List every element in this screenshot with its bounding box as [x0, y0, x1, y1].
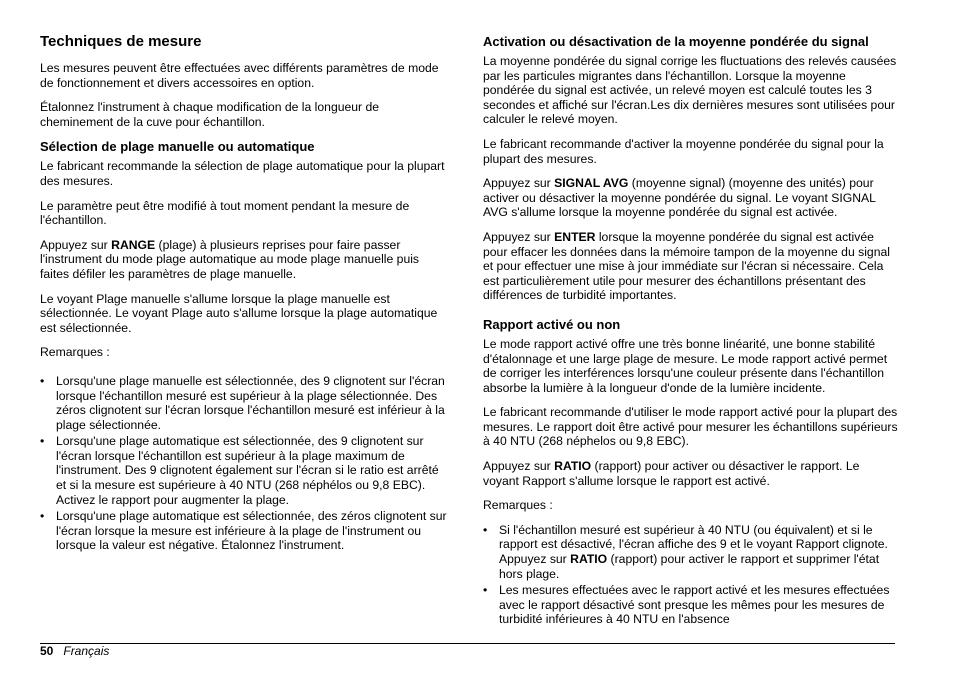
intro-paragraph: Étalonnez l'instrument à chaque modification de la longueur de cheminement de la cuve pour échantillon.	[40, 100, 380, 129]
signal-avg-paragraph: Le fabricant recommande d'activer la moyenne pondérée du signal pour la plupart des mesures.	[483, 136, 884, 166]
footer-divider	[40, 643, 895, 644]
list-item: • Lorsqu'une plage manuelle est sélectionnée, des 9 clignotent sur l'écran lorsque l'échantillon mesuré est supérieur à la plage sélectionnée. Des zéros clignotent sur l'écran lorsque l'échantillon mesuré est inférieur à la plage sélectionnée.	[40, 374, 450, 432]
left-column	[40, 30, 450, 555]
range-key: RANGE	[111, 237, 156, 252]
remarks-list	[40, 374, 450, 553]
range-paragraph: Le fabricant recommande la sélection de plage automatique pour la plupart des mesures.	[40, 159, 445, 188]
page-number: 50	[40, 644, 54, 658]
section-title: Techniques de mesure	[40, 33, 202, 50]
ratio-heading: Rapport activé ou non	[483, 316, 621, 332]
signal-avg-key: SIGNAL AVG	[554, 176, 629, 191]
ratio-key: RATIO	[570, 552, 608, 567]
list-item: • Les mesures effectuées avec le rapport activé et les mesures effectuées avec le rapport désactivé sont presque les mêmes pour les mesures de turbidité inférieures à 40 NTU en l'absence	[483, 583, 898, 627]
list-item: • Lorsqu'une plage automatique est sélectionnée, des 9 clignotent sur l'écran lorsque l'échantillon est supérieur à la plage maximum de l'instrument. Des 9 clignotent également sur l'écran si le ratio est arrêté et si la mesure est supérieure à 40 NTU (268 néphélos ou 9,8 EBC). Activez le rapport pour augmenter la plage.	[40, 434, 450, 507]
list-item: • Lorsqu'une plage automatique est sélectionnée, des zéros clignotent sur l'écran lorsque la mesure est inférieure à la plage de l'instrument ou lorsque la valeur est négative. Étalonnez l'instrument.	[40, 509, 450, 553]
range-paragraph: Appuyez sur RANGE (plage) à plusieurs reprises pour faire passer l'instrument du mode plage automatique au mode plage manuelle puis faites défiler les paramètres de plage manuelle.	[40, 237, 420, 281]
remarks-label: Remarques :	[40, 345, 110, 360]
remarks-list	[483, 523, 898, 627]
page-footer	[40, 644, 109, 659]
range-heading: Sélection de plage manuelle ou automatique	[40, 139, 315, 155]
ratio-key: RATIO	[554, 459, 592, 474]
right-column	[483, 30, 898, 629]
ratio-paragraph: Le fabricant recommande d'utiliser le mode rapport activé pour la plupart des mesures. Le rapport doit être activé pour mesurer les échantillons supérieurs à 40 NTU (268 néphelos ou 9,8 EBC).	[483, 405, 898, 449]
ratio-paragraph: Le mode rapport activé offre une très bonne linéarité, une bonne stabilité d'étalonnage et une large plage de mesure. Le mode rapport activé permet de corriger les interférences lorsqu'une couleur présente dans l'échantillon absorbe la lumière à la longueur d'onde de la lumière incidente.	[483, 336, 888, 395]
ratio-paragraph: Appuyez sur RATIO (rapport) pour activer ou désactiver le rapport. Le voyant Rapport s'allume lorsque le rapport est activé.	[483, 459, 860, 488]
signal-avg-paragraph: Appuyez sur ENTER lorsque la moyenne pondérée du signal est activée pour effacer les données dans la mémoire tampon de la moyenne du signal et pour effectuer une mise à jour immédiate sur l'écran si nécessaire. Cela est particulièrement utile pour mesurer des échantillons présentant des différences de turbidité importantes.	[483, 229, 890, 303]
signal-avg-heading: Activation ou désactivation de la moyenne pondérée du signal	[483, 34, 869, 49]
remarks-label: Remarques :	[483, 498, 553, 513]
range-paragraph: Le voyant Plage manuelle s'allume lorsque la plage manuelle est sélectionnée. Le voyant Plage auto s'allume lorsque la plage automatique est sélectionnée.	[40, 291, 438, 335]
intro-paragraph: Les mesures peuvent être effectuées avec différents paramètres de mode de fonctionnement et divers accessoires en option.	[40, 61, 439, 90]
signal-avg-paragraph: Appuyez sur SIGNAL AVG (moyenne signal) (moyenne des unités) pour activer ou désactiver la moyenne pondérée du signal. Le voyant SIGNAL AVG s'allume lorsque la moyenne pondérée du signal est activée.	[483, 176, 876, 220]
range-paragraph: Le paramètre peut être modifié à tout moment pendant la mesure de l'échantillon.	[40, 198, 410, 228]
enter-key: ENTER	[554, 229, 596, 244]
list-item: • Si l'échantillon mesuré est supérieur à 40 NTU (ou équivalent) et si le rapport est désactivé, l'écran affiche des 9 et le voyant Rapport clignote. Appuyez sur RATIO (rapport) pour activer le rapport et supprimer l'état hors plage.	[483, 523, 898, 581]
footer-language: Français	[63, 644, 110, 658]
signal-avg-paragraph: La moyenne pondérée du signal corrige les fluctuations des relevés causées par les particules migrantes dans l'échantillon. Lorsque la moyenne pondérée du signal est activée, un relevé moyen est calculé toutes les 3 secondes et affiché sur l'écran.Les dix dernières mesures sont utilisées pour calculer le relevé moyen.	[483, 54, 897, 127]
